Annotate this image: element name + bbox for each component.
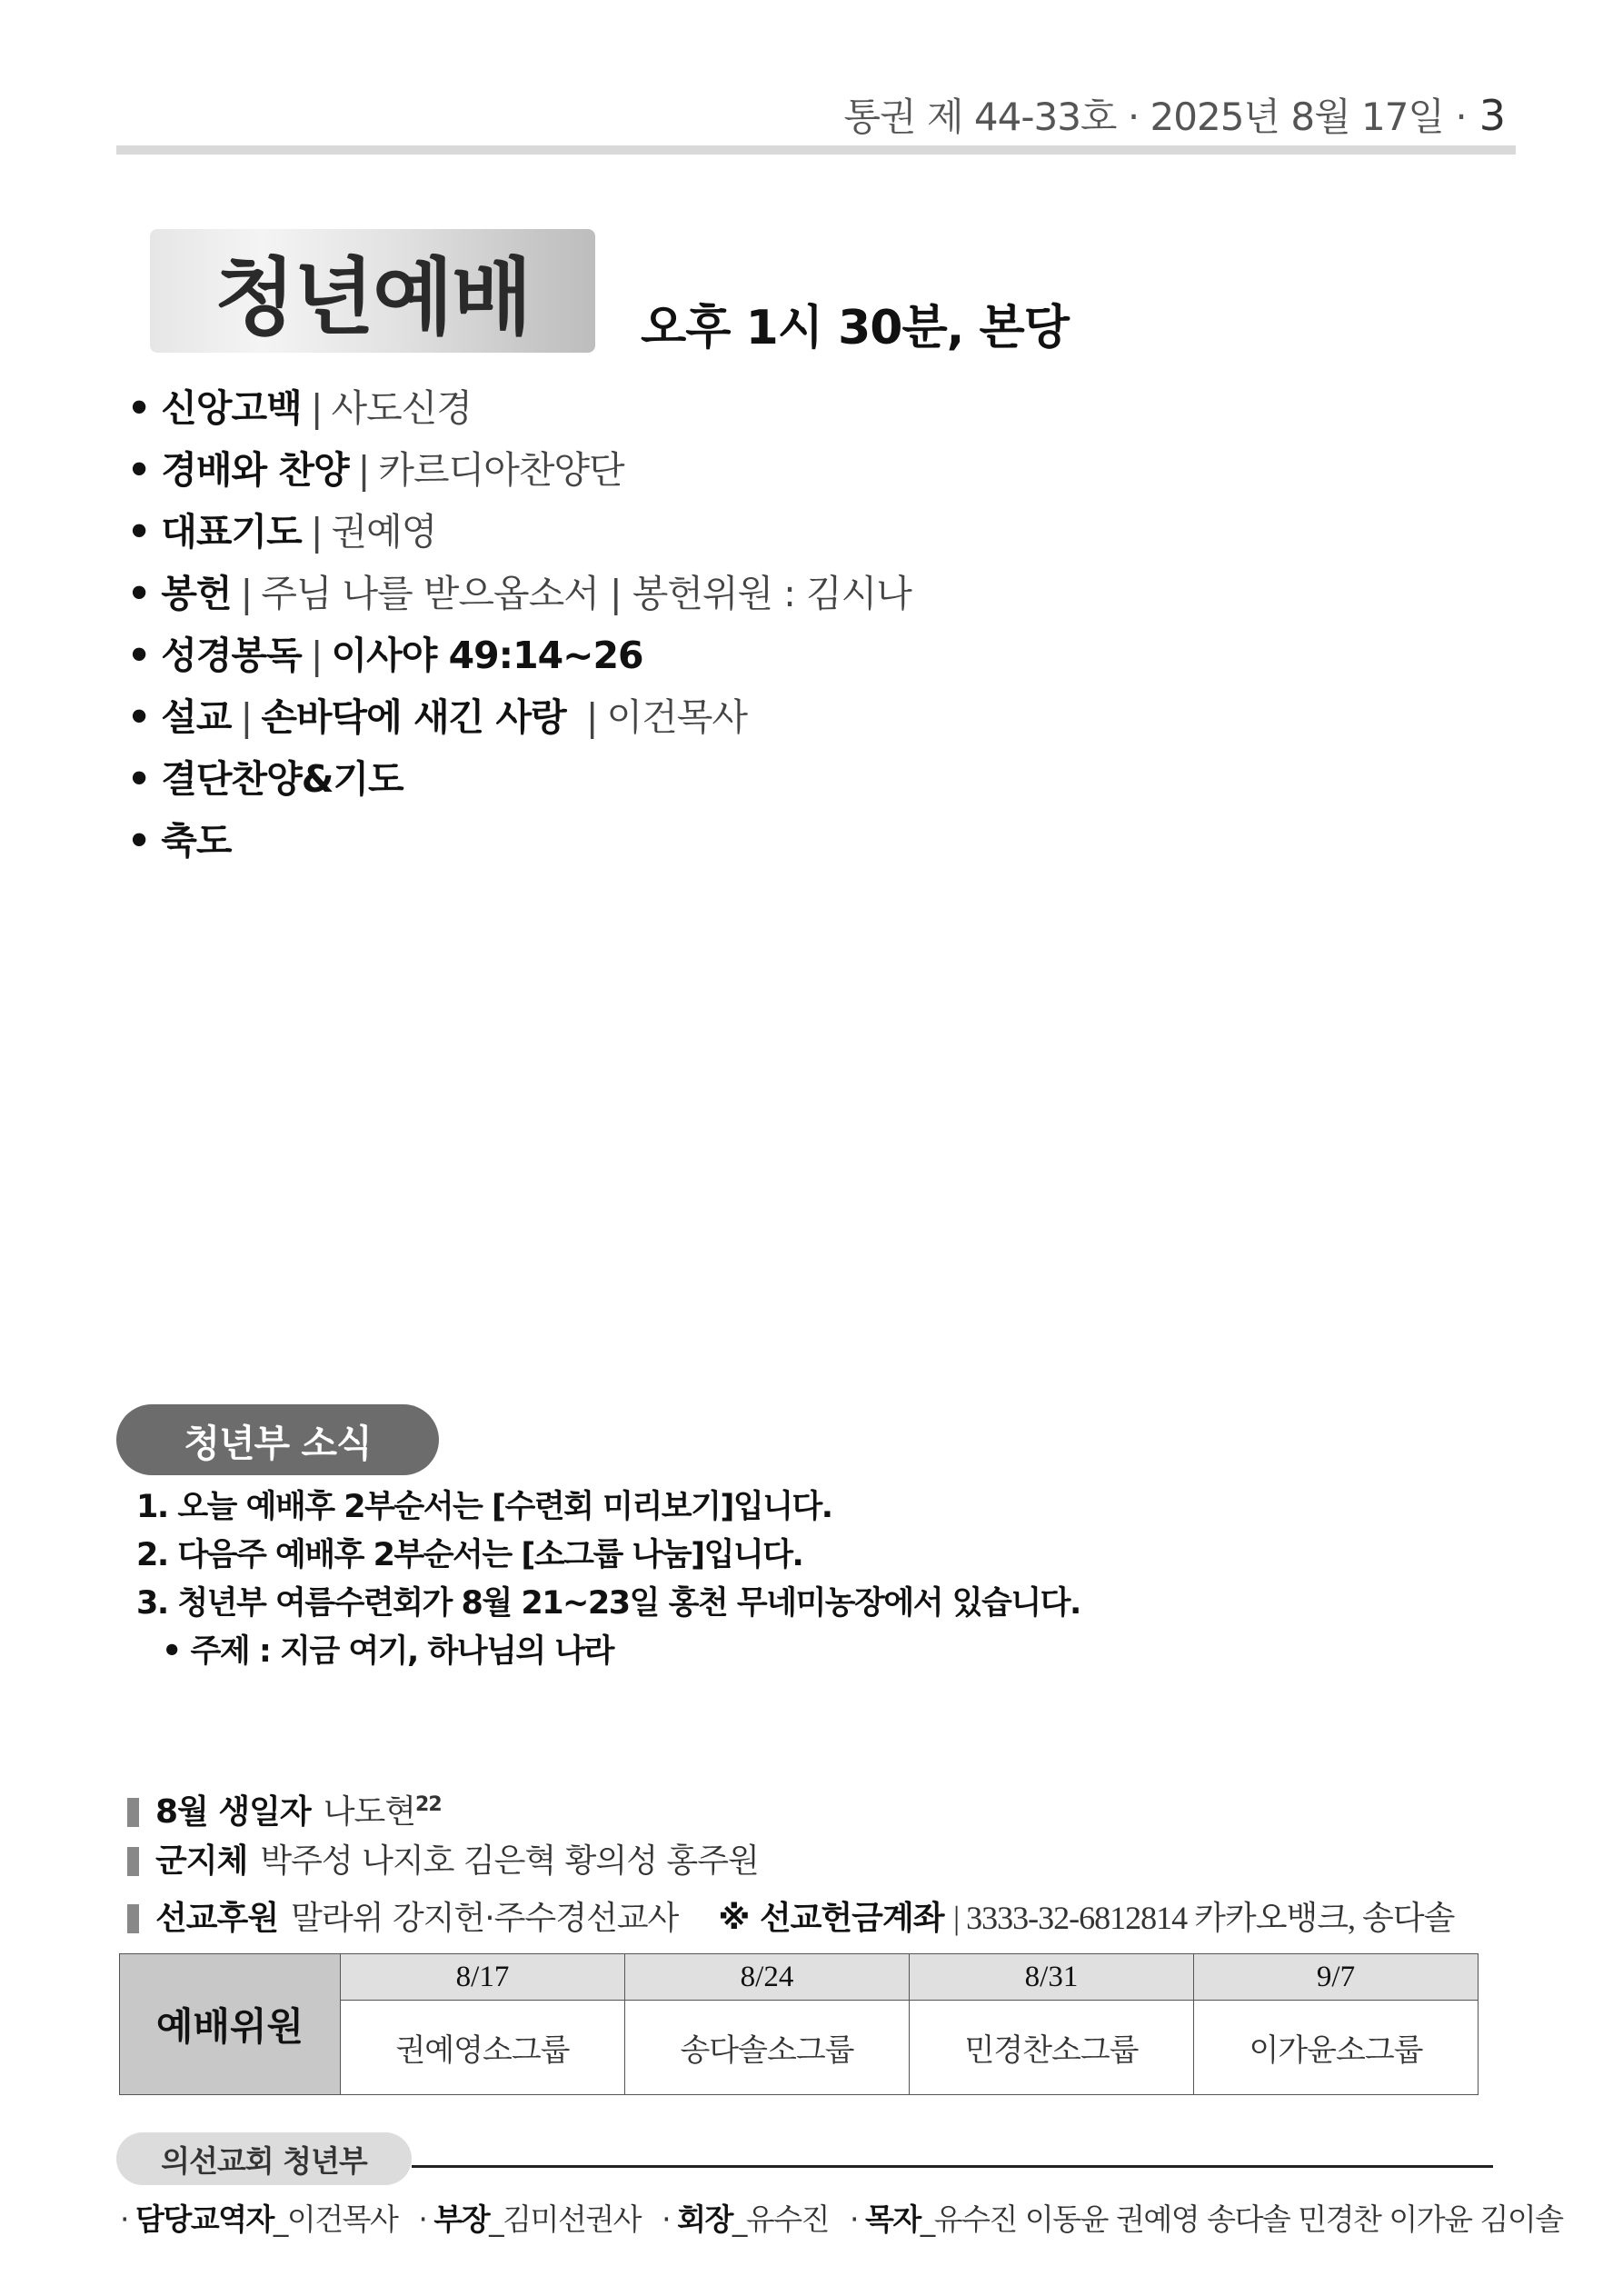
bar-marker — [127, 1904, 139, 1933]
page-header — [843, 87, 1505, 142]
header-divider — [116, 145, 1516, 155]
order-label: 대표기도 — [161, 510, 302, 554]
worship-committee-table — [119, 1953, 1479, 2095]
service-title-box — [150, 229, 595, 353]
order-label: 신앙고백 — [161, 386, 302, 430]
footer-staff-line: · 담당교역자_이건목사 · 부장_김미선권사 · 회장_유수진 · 목자_유수진 이동윤 권예영 송다솔 민경찬 이가윤 김이솔 — [120, 2201, 1563, 2237]
mission-line — [127, 1890, 1454, 1946]
order-detail: 권예영 — [331, 510, 437, 554]
order-of-worship — [127, 377, 911, 872]
news-section-title: 청년부 소식 — [116, 1404, 439, 1475]
military-line — [127, 1833, 1454, 1890]
table-date-cell: 8/17 — [341, 1954, 625, 2001]
issue-info: 통권 제 44-33호 · 2025년 8월 17일 · — [843, 95, 1467, 139]
order-detail: 사도신경 — [331, 386, 472, 430]
service-time-place: 오후 1시 30분, 본당 — [641, 301, 1070, 355]
order-detail: 주님 나를 받으옵소서 | 봉헌위원 : 김시나 — [261, 572, 911, 615]
order-item: • 성경봉독 | 이사야 49:14~26 — [127, 634, 643, 677]
table-group-cell: 민경찬소그룹 — [910, 2001, 1194, 2095]
staff-role: 회장 — [677, 2201, 732, 2237]
order-label: 봉헌 — [161, 572, 232, 615]
staff-names: _이건목사 — [273, 2201, 398, 2237]
page-number: 3 — [1479, 91, 1505, 140]
military-names: 박주성 나지호 김은혁 황의성 홍주원 — [260, 1842, 759, 1880]
order-item: • 경배와 찬양 | 카르디아찬양단 — [127, 448, 624, 492]
staff-names: _유수진 — [732, 2201, 829, 2237]
news-sub-item: • 주제 : 지금 여기, 하나님의 나라 — [162, 1633, 613, 1670]
staff-role: 담당교역자 — [135, 2201, 274, 2237]
table-date-cell: 9/7 — [1194, 1954, 1479, 2001]
news-item: 1. 오늘 예배후 2부순서는 [수련회 미리보기]입니다. — [136, 1489, 832, 1525]
mission-label: 선교후원 — [155, 1900, 279, 1937]
news-item: 2. 다음주 예배후 2부순서는 [소그룹 나눔]입니다. — [136, 1537, 803, 1573]
preacher: 이건목사 — [606, 695, 747, 739]
scripture-reading: 이사야 49:14~26 — [331, 634, 643, 677]
bar-marker — [127, 1847, 139, 1876]
military-label: 군지체 — [155, 1842, 248, 1880]
order-label: 결단찬양&기도 — [161, 757, 403, 801]
info-section — [127, 1777, 1454, 1946]
staff-names: _김미선권사 — [489, 2201, 642, 2237]
birthday-line — [127, 1777, 1454, 1833]
table-group-cell: 권예영소그룹 — [341, 2001, 625, 2095]
service-title: 청년예배 — [214, 249, 531, 346]
order-item: • 신앙고백 | 사도신경 — [127, 386, 472, 430]
order-item: • 대표기도 | 권예영 — [127, 510, 437, 554]
order-item: • 설교 | 손바닥에 새긴 사랑 | 이건목사 — [127, 695, 747, 739]
order-item: • 봉헌 | 주님 나를 받으옵소서 | 봉헌위원 : 김시나 — [127, 572, 911, 615]
news-list — [136, 1483, 1080, 1676]
mission-account — [718, 1900, 1454, 1937]
account-value: | 3333-32-6812814 카카오뱅크, 송다솔 — [952, 1900, 1455, 1936]
footer-divider — [412, 2165, 1493, 2168]
table-date-cell: 8/24 — [625, 1954, 910, 2001]
birthday-names: 나도현 — [323, 1793, 416, 1831]
table-date-cell: 8/31 — [910, 1954, 1194, 2001]
sermon-title: 손바닥에 새긴 사랑 — [261, 695, 566, 739]
table-group-cell: 이가윤소그룹 — [1194, 2001, 1479, 2095]
order-label: 축도 — [161, 819, 232, 863]
account-label: ※ 선교헌금계좌 — [718, 1900, 944, 1937]
worship-committee-header: 예배위원 — [120, 1954, 341, 2095]
footer-org-badge: 의선교회 청년부 — [116, 2132, 412, 2185]
order-item: • 축도 — [127, 819, 232, 863]
birthday-label: 8월 생일자 — [155, 1793, 311, 1831]
order-label: 설교 — [161, 695, 232, 739]
order-label: 성경봉독 — [161, 634, 302, 677]
order-item: • 결단찬양&기도 — [127, 757, 403, 801]
staff-role: 목자 — [864, 2201, 921, 2237]
mission-value: 말라위 강지헌·주수경선교사 — [291, 1900, 679, 1937]
staff-role: 부장 — [433, 2201, 490, 2237]
birthday-day: 22 — [415, 1793, 442, 1816]
staff-names: _유수진 이동윤 권예영 송다솔 민경찬 이가윤 김이솔 — [920, 2201, 1563, 2237]
table-group-cell: 송다솔소그룹 — [625, 2001, 910, 2095]
bar-marker — [127, 1798, 139, 1827]
news-item: 3. 청년부 여름수련회가 8월 21~23일 홍천 무네미농장에서 있습니다. — [136, 1585, 1080, 1622]
order-label: 경배와 찬양 — [161, 448, 349, 492]
order-detail: 카르디아찬양단 — [378, 448, 624, 492]
